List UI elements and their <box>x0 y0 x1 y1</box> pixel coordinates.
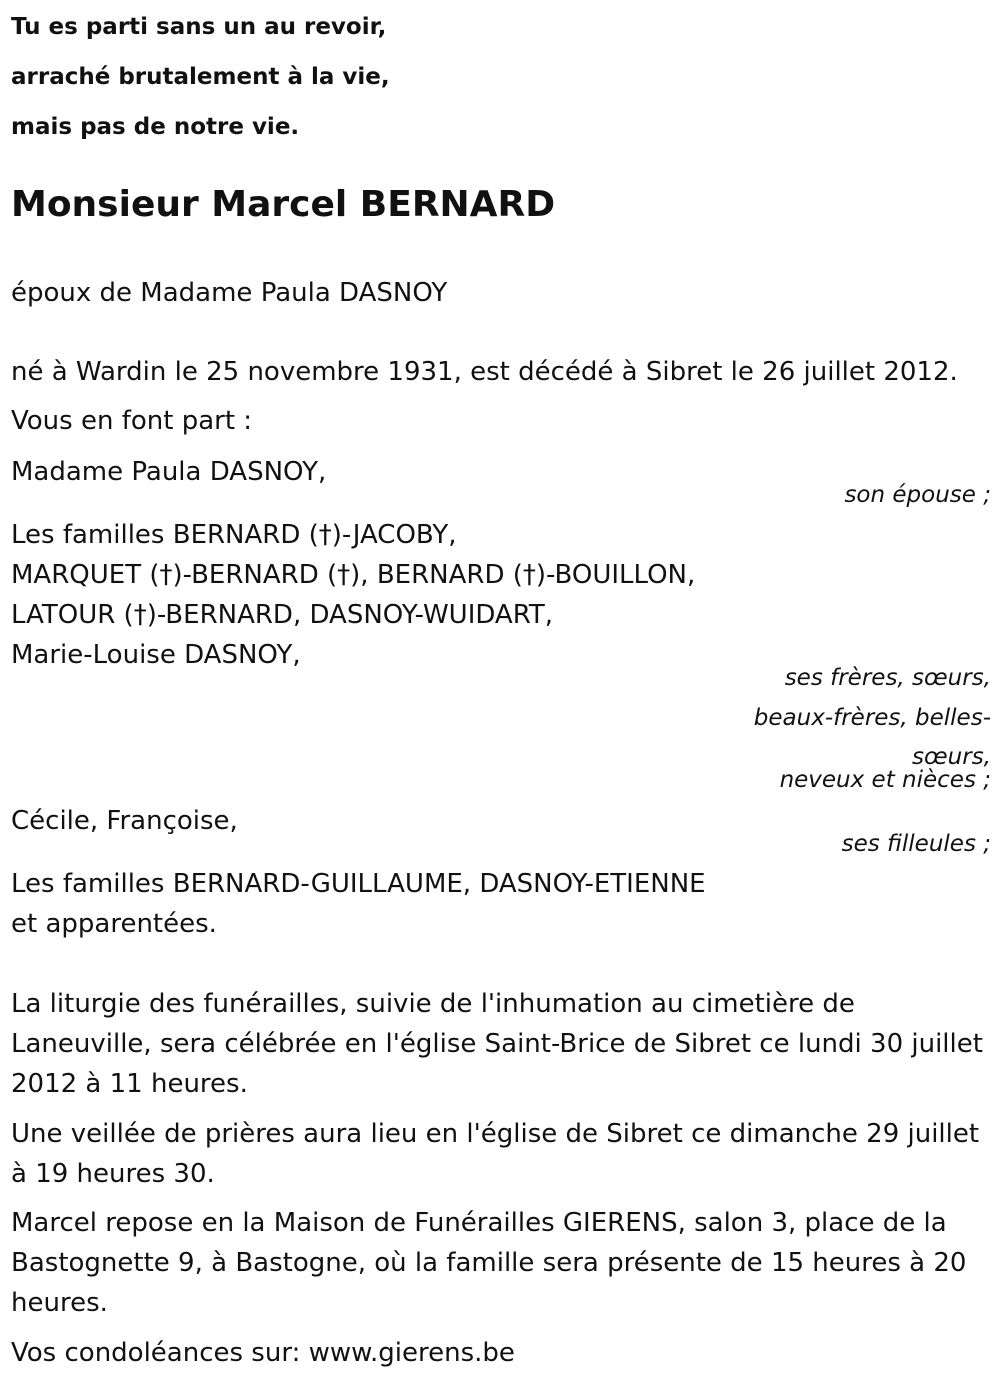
siblings-line: Marie-Louise DASNOY, <box>11 640 301 670</box>
siblings-relation: ses frères, sœurs, <box>784 665 991 691</box>
funeral-paragraph: La liturgie des funérailles, suivie de l'inhumation au cimetière de Laneuville, sera célébrée en l'église Saint-Brice de Sibret ce lundi 30 juillet 2012 à 11 heures. <box>11 989 983 1099</box>
families-line: et apparentées. <box>11 909 217 939</box>
vigil-paragraph: Une veillée de prières aura lieu en l'église de Sibret ce dimanche 29 juillet à 19 heures 30. <box>11 1119 980 1189</box>
condolences-line: Vos condoléances sur: www.gierens.be <box>11 1338 515 1368</box>
spouse-relation: son épouse ; <box>844 482 991 508</box>
siblings-relation: neveux et nièces ; <box>779 767 991 793</box>
siblings-line: Les familles BERNARD (†)-JACOBY, <box>11 520 457 550</box>
rest-paragraph: Marcel repose en la Maison de Funérailles GIERENS, salon 3, place de la Bastognette 9, à Bastogne, où la famille sera présente de 15 heures à 20 heures. <box>11 1208 967 1318</box>
siblings-line: MARQUET (†)-BERNARD (†), BERNARD (†)-BOUILLON, <box>11 560 696 590</box>
deceased-name: Monsieur Marcel BERNARD <box>11 184 556 225</box>
announce-line: Vous en font part : <box>11 406 253 436</box>
birth-death-line: né à Wardin le 25 novembre 1931, est décédé à Sibret le 26 juillet 2012. <box>11 357 958 387</box>
families-list <box>11 864 706 944</box>
spouse-name: Madame Paula DASNOY, <box>11 457 327 487</box>
poem-line: Tu es parti sans un au revoir, <box>11 14 387 40</box>
godchildren-relation: ses filleules ; <box>841 831 991 857</box>
poem-line: mais pas de notre vie. <box>11 114 300 140</box>
poem-line: arraché brutalement à la vie, <box>11 64 390 90</box>
siblings-relation: sœurs, <box>912 744 991 770</box>
godchildren-names: Cécile, Françoise, <box>11 806 238 836</box>
poem <box>11 2 390 152</box>
siblings-relation: beaux-frères, belles- <box>753 705 991 731</box>
siblings-line: LATOUR (†)-BERNARD, DASNOY-WUIDART, <box>11 600 554 630</box>
siblings-list <box>11 515 695 675</box>
families-line: Les familles BERNARD-GUILLAUME, DASNOY-ETIENNE <box>11 869 706 899</box>
spouse-line: époux de Madame Paula DASNOY <box>11 278 448 308</box>
